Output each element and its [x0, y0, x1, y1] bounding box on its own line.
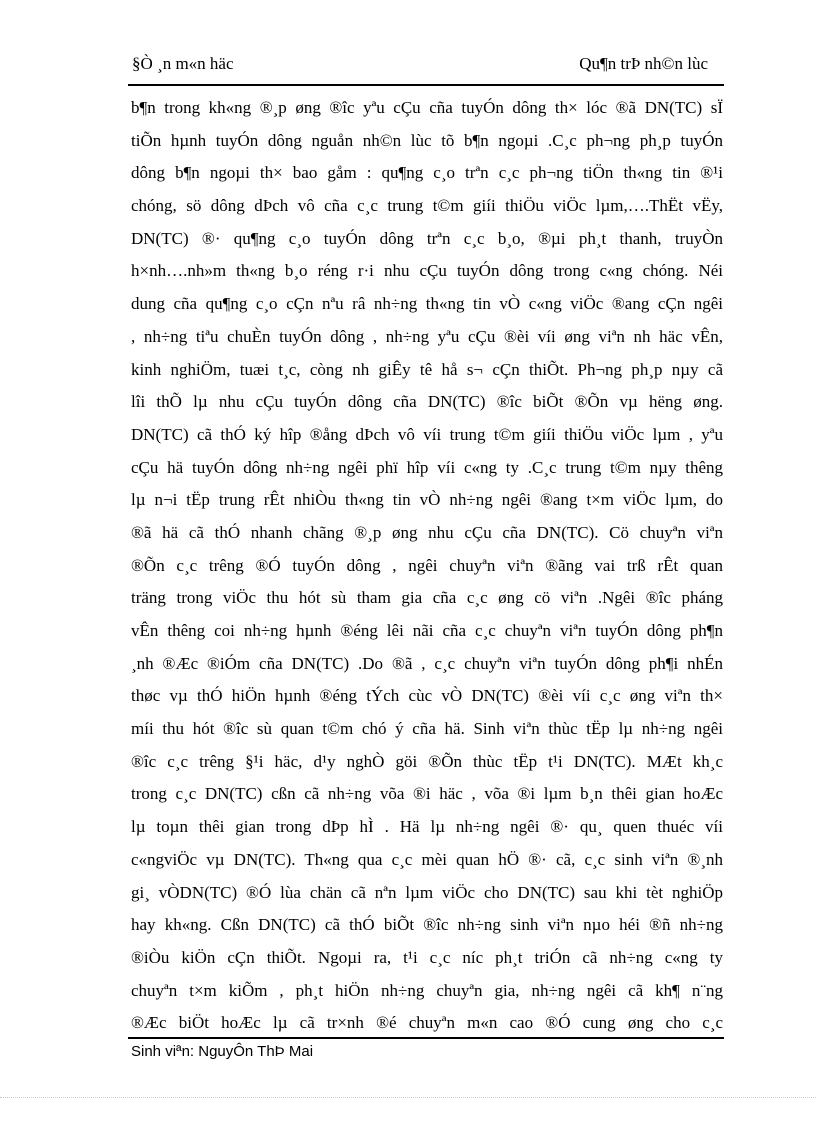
text-line: DN(TC) cã thÓ ký hîp ®ång dÞch vô víi trung t©m giíi thiÖu viÖc lµm , yªu	[131, 424, 723, 444]
text-line: c«ngviÖc vµ DN(TC). Th«ng qua c¸c mèi quan hÖ ®· cã, c¸c sinh viªn ®¸nh	[131, 849, 723, 869]
text-line: gi¸ vÒDN(TC) ®Ó lùa chän cã nªn lµm viÖc cho DN(TC) sau khi tèt nghiÖp	[131, 882, 723, 902]
header-left-title: §Ò ¸n m«n häc	[132, 54, 234, 73]
text-line: trong c¸c DN(TC) cßn cã nh÷ng võa ®i häc , võa ®i lµm b¸n thêi gian hoÆc	[131, 784, 723, 804]
text-line: lîi thÕ lµ nhu cÇu tuyÓn dông cña DN(TC) ®îc biÕt ®Õn vµ hëng øng.	[131, 392, 723, 412]
text-line: ®Æc biÖt hoÆc lµ cã tr×nh ®é chuyªn m«n cao ®Ó cung øng cho c¸c	[131, 1013, 723, 1033]
footer-author: Sinh viªn: NguyÔn ThÞ Mai	[131, 1043, 314, 1060]
footer-divider	[128, 1037, 724, 1039]
text-line: ®Õn c¸c trêng ®Ó tuyÓn dông , ngêi chuyªn viªn ®ãng vai trß rÊt quan	[131, 555, 723, 575]
text-line: chóng, sö dông dÞch vô cña c¸c trung t©m giíi thiÖu viÖc lµm,….ThËt vËy,	[131, 196, 723, 216]
text-line: hay kh«ng. Cßn DN(TC) cã thÓ biÕt ®îc nh÷ng sinh viªn nµo héi ®ñ nh÷ng	[131, 915, 723, 935]
text-line: , nh÷ng tiªu chuÈn tuyÓn dông , nh÷ng yªu cÇu ®èi víi øng viªn nh häc vÊn,	[131, 326, 723, 346]
text-line: dông b¶n ngoµi th× bao gåm : qu¶ng c¸o trªn c¸c ph¬ng tiÖn th«ng tin ®¹i	[131, 163, 723, 183]
text-line: träng trong viÖc thu hót sù tham gia cña c¸c øng cö viªn .Ngêi ®îc pháng	[131, 588, 723, 608]
header-right-title: Qu¶n trÞ nh©n lùc	[579, 54, 708, 73]
page-header	[130, 52, 710, 78]
page-bottom-edge	[0, 1097, 816, 1098]
text-line: lµ toµn thêi gian trong dÞp hÌ . Hä lµ nh÷ng ngêi ®· qu¸ quen thuéc víi	[131, 817, 723, 837]
text-line: thøc vµ thÓ hiÖn hµnh ®éng tÝch cùc vÒ DN(TC) ®èi víi c¸c øng viªn th×	[131, 686, 723, 706]
text-line: tiÕn hµnh tuyÓn dông nguån nh©n lùc tõ b¶n ngoµi .C¸c ph¬ng ph¸p tuyÓn	[131, 130, 723, 150]
text-line: kinh nghiÖm, tuæi t¸c, còng nh giÊy tê hå s¬ cÇn thiÕt. Ph¬ng ph¸p nµy cã	[131, 359, 723, 379]
header-divider	[128, 84, 724, 86]
text-line: b¶n trong kh«ng ®¸p øng ®îc yªu cÇu cña tuyÓn dông th× lóc ®ã DN(TC) sÏ	[131, 98, 723, 117]
text-line: cÇu hä tuyÓn dông nh÷ng ngêi phï hîp víi c«ng ty .C¸c trung t©m nµy thêng	[131, 457, 723, 477]
text-line: dung cña qu¶ng c¸o cÇn nªu râ nh÷ng th«ng tin vÒ c«ng viÖc ®ang cÇn ngêi	[131, 294, 723, 314]
text-line: chuyªn t×m kiÕm , ph¸t hiÖn nh÷ng chuyªn gia, nh÷ng ngêi cã kh¶ n¨ng	[131, 980, 723, 1000]
text-line: ®îc c¸c trêng §¹i häc, d¹y nghÒ göi ®Õn thùc tËp t¹i DN(TC). MÆt kh¸c	[131, 751, 723, 771]
text-line: DN(TC) ®· qu¶ng c¸o tuyÓn dông trªn c¸c b¸o, ®µi ph¸t thanh, truyÒn	[131, 228, 723, 248]
text-line: h×nh….nh»m th«ng b¸o réng r·i nhu cÇu tuyÓn dông trong c«ng chóng. Néi	[131, 261, 723, 281]
text-line: ¸nh ®Æc ®iÓm cña DN(TC) .Do ®ã , c¸c chuyªn viªn tuyÓn dông ph¶i nhÉn	[131, 653, 723, 673]
text-line: míi thu hót ®îc sù quan t©m chó ý cña hä. Sinh viªn thùc tËp lµ nh÷ng ngêi	[131, 719, 723, 739]
text-line: vÊn thêng coi nh÷ng hµnh ®éng lêi nãi cña c¸c chuyªn viªn tuyÓn dông ph¶n	[131, 621, 723, 640]
text-line: ®iÒu kiÖn cÇn thiÕt. Ngoµi ra, t¹i c¸c níc ph¸t triÓn cã nh÷ng c«ng ty	[131, 947, 723, 967]
body-paragraph	[131, 92, 723, 1040]
text-line: ®ã hä cã thÓ nhanh chãng ®¸p øng nhu cÇu cña DN(TC). Cö chuyªn viªn	[131, 522, 723, 542]
text-line: lµ n¬i tËp trung rÊt nhiÒu th«ng tin vÒ nh÷ng ngêi ®ang t×m viÖc lµm, do	[131, 490, 723, 510]
